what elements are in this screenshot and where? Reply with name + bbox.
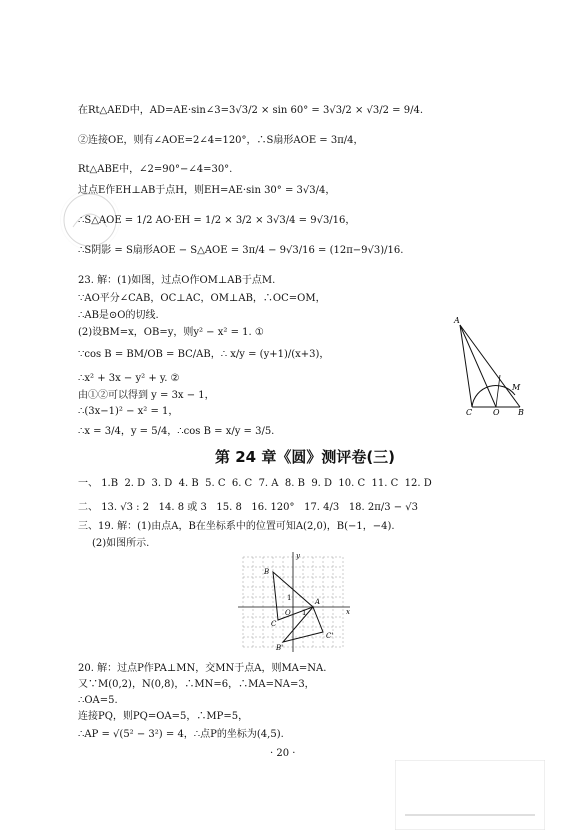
answer-item: 4. B xyxy=(178,478,199,489)
answer-item: 7. A xyxy=(258,478,279,489)
text-line: (2)设BM=x，OB=y，则y² − x² = 1. ① xyxy=(78,327,264,338)
answer-item: 6. C xyxy=(231,478,253,489)
text-line: ∴AB是⊙O的切线. xyxy=(78,310,159,321)
text-line: Rt△ABE中，∠2=90°−∠4=30°. xyxy=(78,164,233,175)
grid-label-1-x: 1 xyxy=(302,609,307,617)
answer-item: 12. D xyxy=(404,478,432,489)
text-line: 又∵M(0,2)，N(0,8)，∴MN=6，∴MA=NA=3， xyxy=(78,679,315,690)
text-line: 过点E作EH⊥AB于点H，则EH=AE·sin 30° = 3√3/4， xyxy=(78,185,336,196)
section2-answers xyxy=(78,498,418,513)
circle-tangent-figure xyxy=(440,295,530,415)
page-number: · 20 · xyxy=(270,748,296,759)
stamp-icon xyxy=(61,191,119,249)
text-line: 在Rt△AED中，AD=AE·sin∠3=3√3/2 × sin 60° = 3√3/2 × √3/2 = 9/4. xyxy=(78,105,423,116)
grid-label-C-prime: C' xyxy=(326,632,334,640)
text-line: ∴OA=5. xyxy=(78,695,118,706)
answer-item: 16. 120° xyxy=(251,502,295,513)
answer-item: 14. 8 或 3 xyxy=(158,502,207,513)
text-line: ∴S阴影 = S扇形AOE − S△AOE = 3π/4 − 9√3/16 = (12π−9√3)/16. xyxy=(78,245,404,256)
text-line: 23. 解：(1)如图，过点O作OM⊥AB于点M. xyxy=(78,275,276,286)
coordinate-grid-figure xyxy=(238,552,358,652)
section2-label: 二、 xyxy=(78,502,98,513)
text-line: 连接PQ，则PQ=OA=5，∴MP=5， xyxy=(78,711,249,722)
grid-label-C: C xyxy=(271,620,277,628)
text-line: ∴S△AOE = 1/2 AO·EH = 1/2 × 3/2 × 3√3/4 = 9√3/16， xyxy=(78,215,356,226)
grid-label-y: y xyxy=(296,552,300,560)
answer-item: 13. √3 : 2 xyxy=(101,502,150,513)
grid-label-1-y: 1 xyxy=(287,594,292,602)
answer-item: 10. C xyxy=(338,478,366,489)
grid-label-x: x xyxy=(346,608,350,616)
answer-item: 9. D xyxy=(311,478,333,489)
stamp-logo xyxy=(60,190,120,250)
answer-item: 18. 2π/3 − √3 xyxy=(348,502,419,513)
text-line: ∴AP = √(5² − 3²) = 4，∴点P的坐标为(4,5). xyxy=(78,729,284,740)
text-line: ∴x = 3/4，y = 5/4，∴cos B = x/y = 3/5. xyxy=(78,426,275,437)
text-line: ∴x² + 3x − y² + y. ② xyxy=(78,373,180,384)
section1-answers xyxy=(78,474,432,489)
grid-label-B-prime: B' xyxy=(276,644,284,652)
figure-label-M: M xyxy=(512,383,521,392)
text-line: 20. 解：过点P作PA⊥MN，交MN于点A，则MA=NA. xyxy=(78,663,327,674)
text-line: ②连接OE，则有∠AOE=2∠4=120°，∴S扇形AOE = 3π/4， xyxy=(78,135,364,146)
text-line: ∴(3x−1)² − x² = 1， xyxy=(78,406,179,417)
text-line: 三、19. 解：(1)由点A，B在坐标系中的位置可知A(2,0)，B(−1，−4). xyxy=(78,521,395,532)
chapter-title: 第 24 章《圆》测评卷(三) xyxy=(215,448,396,466)
text-line: (2)如图所示. xyxy=(92,538,150,549)
text-line: ∵AO平分∠CAB，OC⊥AC，OM⊥AB，∴OC=OM， xyxy=(78,293,326,304)
grid-label-B: B xyxy=(264,568,270,576)
answer-item: 5. C xyxy=(205,478,226,489)
grid-label-O: O xyxy=(285,609,291,617)
watermark-icon xyxy=(395,760,545,830)
answer-item: 11. C xyxy=(371,478,399,489)
watermark-logo xyxy=(395,760,545,830)
grid-label-A: A xyxy=(315,598,321,606)
text-line: 由①②可以得到 y = 3x − 1， xyxy=(78,390,215,401)
answer-item: 2. D xyxy=(124,478,146,489)
answer-item: 17. 4/3 xyxy=(304,502,340,513)
figure-label-B: B xyxy=(518,408,524,415)
text-line: ∵cos B = BM/OB = BC/AB，∴ x/y = (y+1)/(x+3)， xyxy=(78,349,330,360)
answer-item: 1.B xyxy=(101,478,119,489)
figure-label-O: O xyxy=(493,408,500,415)
answer-item: 15. 8 xyxy=(216,502,242,513)
figure-label-A: A xyxy=(454,316,460,325)
answer-item: 3. D xyxy=(151,478,173,489)
answer-item: 8. B xyxy=(284,478,305,489)
figure-label-C: C xyxy=(466,408,473,415)
section1-label: 一、 xyxy=(78,478,98,489)
